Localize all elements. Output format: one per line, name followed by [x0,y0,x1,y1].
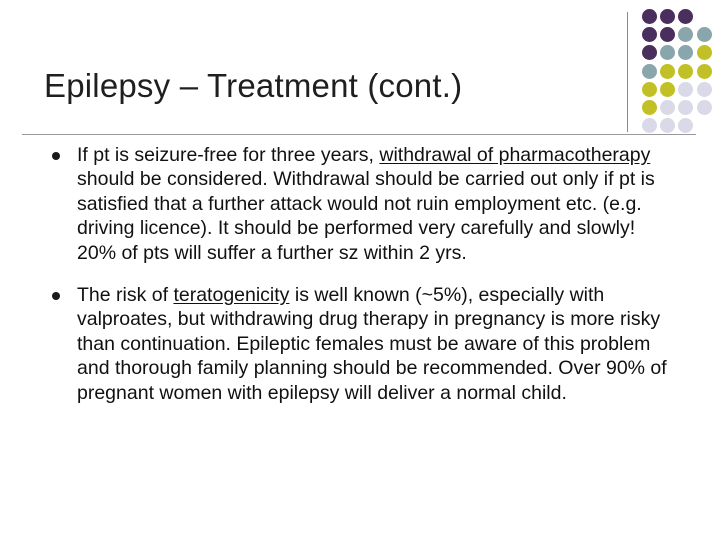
decorative-dot [697,27,712,42]
bullet-text-pre: The risk of [77,284,174,307]
decorative-dot [678,9,693,24]
decorative-dot [678,82,693,97]
bullet-text-underlined: withdrawal of pharmacotherapy [379,144,651,166]
decorative-dot [660,9,675,24]
decorative-dot [642,27,657,42]
bullet-item-teratogenicity [50,283,670,405]
decorative-dot [697,82,712,97]
decorative-dot [660,64,675,79]
bullet-text-pre: If pt is seizure-free for three years, [77,144,380,166]
decorative-vertical-line [627,12,628,132]
decorative-dot [642,9,657,24]
decorative-dot [697,45,712,60]
decorative-dot [697,64,712,79]
decorative-dot [660,100,675,115]
decorative-dot [660,118,675,133]
decorative-dot [660,45,675,60]
title-divider [22,134,696,135]
decorative-dot [678,118,693,133]
bullet-list [50,143,670,423]
decorative-dot [642,45,657,60]
decorative-dot [642,118,657,133]
decorative-dot [642,64,657,79]
decorative-dot [678,45,693,60]
decorative-dot [660,27,675,42]
decorative-dot [660,82,675,97]
decorative-dot [642,82,657,97]
decorative-dot [697,100,712,115]
slide-title: Epilepsy – Treatment (cont.) [44,67,463,104]
bullet-dot-icon [52,292,60,300]
bullet-text-post: is well known (~5%), especially with valproates, but withdrawing drug therapy in pregnancy is more risky than continuation. Epileptic females must be aware of this problem and thorough family planning should be recommended. Over 90% of pregnant women with epilepsy will deliver a normal child. [77,284,667,404]
decorative-dot [678,100,693,115]
bullet-text-post: should be considered. Withdrawal should be carried out only if pt is satisfied that a further attack would not ruin employment etc. (e.g. driving licence). It should be performed very carefully and slowly! 20% of pts will suffer a further sz within 2 yrs. [77,168,655,264]
bullet-item-withdrawal [50,143,670,265]
bullet-text-underlined: teratogenicity [173,284,290,307]
decorative-dot [642,100,657,115]
decorative-dot [678,64,693,79]
decorative-dot [678,27,693,42]
bullet-dot-icon [52,152,60,160]
